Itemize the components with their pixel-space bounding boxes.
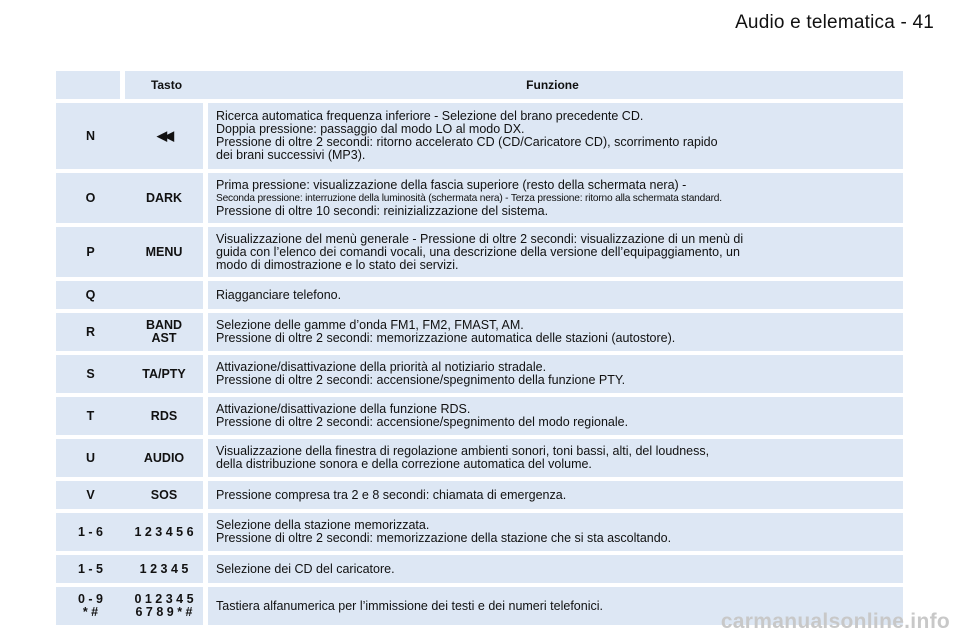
column-header-key-label: Tasto <box>125 71 208 99</box>
function-description <box>208 173 903 223</box>
description-line: Attivazione/disattivazione della funzione RDS. <box>216 402 471 416</box>
key-letter-text: N <box>85 128 96 143</box>
column-header-function: Funzione <box>208 71 903 99</box>
description-line: Attivazione/disattivazione della priorità al notiziario stradale. <box>216 360 547 374</box>
button-label: RDS <box>150 408 178 423</box>
description-line: Pressione compresa tra 2 e 8 secondi: chiamata di emergenza. <box>216 487 567 502</box>
key-letter <box>56 313 125 351</box>
description-line: Doppia pressione: passaggio dal modo LO al modo DX. <box>216 122 525 136</box>
key-letter-text-2: * # <box>82 605 99 619</box>
description-line: modo di dimostrazione e lo stato dei servizi. <box>216 257 459 272</box>
button-label-cell <box>125 313 208 351</box>
key-letter-text: 0 - 9 <box>77 592 103 606</box>
button-label-cell <box>125 587 208 625</box>
button-label-2: 6 7 8 9 * # <box>135 605 193 619</box>
button-label-cell <box>125 281 208 309</box>
button-label-cell <box>125 439 208 477</box>
description-line: Visualizzazione della finestra di regolazione ambienti sonori, toni bassi, alti, del loudness, <box>216 444 710 458</box>
description-line: Selezione delle gamme d’onda FM1, FM2, FMAST, AM. <box>216 318 524 332</box>
button-label: 0 1 2 3 4 5 <box>134 592 194 606</box>
button-label-cell <box>125 397 208 435</box>
key-letter <box>56 227 125 277</box>
description-line: Pressione di oltre 2 secondi: ritorno accelerato CD (CD/Caricatore CD), scorrimento rapido <box>216 135 718 149</box>
function-description <box>208 481 903 509</box>
key-letter-text: Q <box>85 287 96 302</box>
function-description <box>208 281 903 309</box>
description-line: Selezione della stazione memorizzata. <box>216 518 430 532</box>
table-row <box>56 355 903 393</box>
rewind-icon: ◀◀ <box>157 128 171 143</box>
table-header-row <box>56 71 903 99</box>
description-line: Pressione di oltre 2 secondi: memorizzazione automatica delle stazioni (autostore). <box>216 331 676 345</box>
description-line: della distribuzione sonora e della correzione automatica del volume. <box>216 457 592 471</box>
table-row <box>56 481 903 509</box>
key-letter-text: P <box>86 244 95 259</box>
description-line: Tastiera alfanumerica per l’immissione dei testi e dei numeri telefonici. <box>216 598 603 613</box>
key-letter-text: V <box>86 487 95 502</box>
button-label-cell <box>125 227 208 277</box>
key-letter-text: U <box>85 450 96 465</box>
key-letter <box>56 281 125 309</box>
key-letter <box>56 355 125 393</box>
button-label-cell <box>125 173 208 223</box>
function-description <box>208 513 903 551</box>
key-letter <box>56 173 125 223</box>
table-row <box>56 281 903 309</box>
table-row <box>56 555 903 583</box>
table-row <box>56 513 903 551</box>
description-line: dei brani successivi (MP3). <box>216 148 366 162</box>
key-letter-text: O <box>85 190 96 205</box>
button-label: 1 2 3 4 5 6 <box>134 524 194 539</box>
button-label: TA/PTY <box>142 366 186 381</box>
description-line: Pressione di oltre 2 secondi: accensione/spegnimento della funzione PTY. <box>216 373 626 387</box>
key-letter-text: T <box>86 408 95 423</box>
key-letter <box>56 587 125 625</box>
page-header: Audio e telematica - 41 <box>735 12 934 33</box>
description-line: Pressione di oltre 2 secondi: memorizzazione della stazione che si sta ascoltando. <box>216 531 672 545</box>
key-letter <box>56 397 125 435</box>
description-line: Prima pressione: visualizzazione della fascia superiore (resto della schermata nera) - <box>216 177 687 192</box>
description-line: Pressione di oltre 10 secondi: reinizializzazione del sistema. <box>216 203 549 218</box>
function-description <box>208 397 903 435</box>
table-row <box>56 313 903 351</box>
description-line: guida con l’elenco dei comandi vocali, una descrizione della versione dell’equipaggiamento, un <box>216 244 740 259</box>
function-description <box>208 555 903 583</box>
button-label-cell <box>125 103 208 169</box>
table-row <box>56 397 903 435</box>
button-label-cell <box>125 355 208 393</box>
description-line: Riagganciare telefono. <box>216 287 342 302</box>
function-description <box>208 313 903 351</box>
table-row <box>56 103 903 169</box>
column-header-key <box>56 71 125 99</box>
key-letter <box>56 481 125 509</box>
table-row <box>56 439 903 477</box>
watermark: carmanualsonline.info <box>720 610 950 633</box>
key-letter-text: 1 - 5 <box>77 561 103 576</box>
description-line: Pressione di oltre 2 secondi: accensione/spegnimento del modo regionale. <box>216 415 629 429</box>
button-label-cell <box>125 513 208 551</box>
key-letter <box>56 439 125 477</box>
function-description <box>208 103 903 169</box>
button-label: DARK <box>145 190 183 205</box>
table-row <box>56 227 903 277</box>
button-label-cell <box>125 555 208 583</box>
function-description <box>208 439 903 477</box>
button-label-cell <box>125 481 208 509</box>
key-letter <box>56 555 125 583</box>
key-letter <box>56 103 125 169</box>
button-label: MENU <box>145 244 183 259</box>
button-label: BAND <box>145 318 183 332</box>
description-line: Seconda pressione: interruzione della luminosità (schermata nera) - Terza pressione: ritorno alla schermata standard. <box>216 192 722 204</box>
function-description <box>208 227 903 277</box>
button-label: SOS <box>150 487 178 502</box>
key-letter <box>56 513 125 551</box>
button-label-2: AST <box>151 331 177 345</box>
key-letter-text: R <box>85 324 96 339</box>
description-line: Ricerca automatica frequenza inferiore - Selezione del brano precedente CD. <box>216 109 644 123</box>
description-line: Visualizzazione del menù generale - Pressione di oltre 2 secondi: visualizzazione di un menù di <box>216 231 744 246</box>
description-line: Selezione dei CD del caricatore. <box>216 561 395 576</box>
key-function-table <box>56 67 903 629</box>
button-label: 1 2 3 4 5 <box>139 561 189 576</box>
function-description <box>208 355 903 393</box>
key-letter-text: 1 - 6 <box>77 524 103 539</box>
table-row <box>56 173 903 223</box>
button-label: AUDIO <box>143 450 185 465</box>
key-letter-text: S <box>86 366 95 381</box>
